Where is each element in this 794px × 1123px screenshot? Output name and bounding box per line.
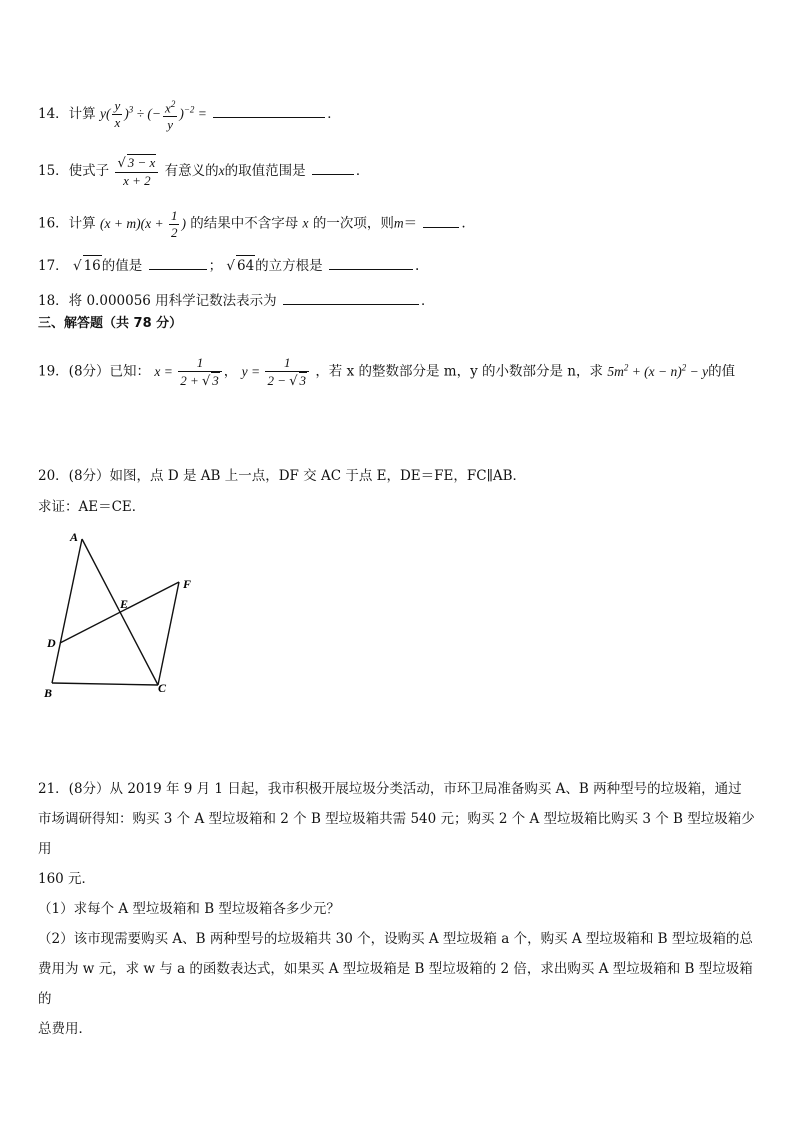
- q14-expression: y( $\frac{y}{x}$ )$^3$ ÷ (− $\frac{x^2}{y}$ )$^{-2}$ =: [100, 106, 207, 121]
- question-20-statement: 20．(8分）如图，点 D 是 AB 上一点，DF 交 AC 于点 E，DE＝FE，FC∥AB．: [38, 468, 526, 484]
- q15-expression: $\frac{√ 3 - x}{x + 2}$: [115, 154, 158, 189]
- label-f: F: [183, 577, 192, 591]
- question-21: [38, 774, 758, 1044]
- label-a: A: [70, 530, 79, 544]
- q19-label: 19．(8分）已知：: [38, 363, 151, 380]
- label-b: B: [44, 686, 53, 700]
- label-c: C: [158, 681, 167, 695]
- q19-target-expression: $5m^2 + (x - n)^2 - y$: [607, 362, 709, 379]
- q21-sub-1: （1）求每个 A 型垃圾箱和 B 型垃圾箱各多少元？: [38, 901, 340, 917]
- question-17: 17． √ 16的值是 ； √ 64的立方根是 .: [38, 255, 419, 276]
- question-20-prove: 求证：AE＝CE．: [38, 499, 146, 515]
- segment-bc: [52, 683, 158, 685]
- q15-label: 15．使式子: [38, 163, 110, 179]
- q21-para-1: 21．(8分）从 2019 年 9 月 1 日起，我市积极开展垃圾分类活动，市环卫局准备购买 A、B 两种型号的垃圾箱，通过: [38, 781, 742, 797]
- label-d: D: [47, 636, 56, 650]
- question-16: 16．计算 (x + m)(x + $\frac{1}{2}$ ) 的结果中不含字母 x 的一次项，则m＝ .: [38, 208, 466, 240]
- geometry-figure: [38, 526, 208, 706]
- q18-answer-blank[interactable]: [283, 290, 419, 305]
- q14-answer-blank[interactable]: [213, 103, 325, 118]
- question-15: 15．使式子 $\frac{√ 3 - x}{x + 2}$ 有意义的x的取值范围是 ．: [38, 155, 370, 188]
- q19-y-expression: y = $\frac{1}{2 - √ 3}$: [242, 364, 311, 379]
- q21-para-2: 市场调研得知：购买 3 个 A 型垃圾箱和 2 个 B 型垃圾箱共需 540 元；购买 2 个 A 型垃圾箱比购买 3 个 B 型垃圾箱少用: [38, 811, 755, 857]
- question-18: 18．将 0.000056 用科学记数法表示为 ．: [38, 290, 434, 311]
- q16-label: 16．计算: [38, 215, 96, 232]
- q14-label: 14．计算: [38, 105, 96, 122]
- q17-label: 17．: [38, 258, 69, 274]
- q16-answer-blank[interactable]: [423, 213, 459, 228]
- q19-x-expression: x = $\frac{1}{2 + √ 3}$: [154, 364, 223, 379]
- q21-sub-2b: 费用为 w 元，求 w 与 a 的函数表达式，如果买 A 型垃圾箱是 B 型垃圾箱的 2 倍，求出购买 A 型垃圾箱和 B 型垃圾箱的: [38, 961, 753, 1007]
- section-heading: 三、解答题（共 78 分）: [38, 316, 183, 331]
- q17-answer-blank-2[interactable]: [329, 255, 413, 270]
- q15-answer-blank[interactable]: [312, 160, 354, 175]
- question-19: 19．(8分）已知： x = $\frac{1}{2 + √ 3}$ ， y = $\frac{1}{2 - √ 3}$ ，若 x 的整数部分是 m，y 的小数部分是 n，求 $5m^2 + (x - n)^2 - y$的值: [38, 355, 736, 389]
- segment-fc: [158, 582, 179, 685]
- segment-df: [60, 582, 179, 643]
- q21-para-3: 160 元．: [38, 871, 96, 887]
- question-14: 14．计算 y( $\frac{y}{x}$ )$^3$ ÷ (− $\frac{x^2}{y}$ )$^{-2}$ = ．: [38, 96, 341, 133]
- segment-ab: [52, 539, 82, 683]
- q18-label: 18．将 0.000056 用科学记数法表示为: [38, 293, 277, 309]
- q16-expression: (x + m)(x + $\frac{1}{2}$ ): [99, 208, 186, 240]
- q21-sub-2a: （2）该市现需要购买 A、B 两种型号的垃圾箱共 30 个，设购买 A 型垃圾箱 a 个，购买 A 型垃圾箱和 B 型垃圾箱的总: [38, 931, 753, 947]
- q21-sub-2c: 总费用．: [38, 1021, 92, 1037]
- label-e: E: [120, 597, 129, 611]
- q17-answer-blank-1[interactable]: [149, 255, 207, 270]
